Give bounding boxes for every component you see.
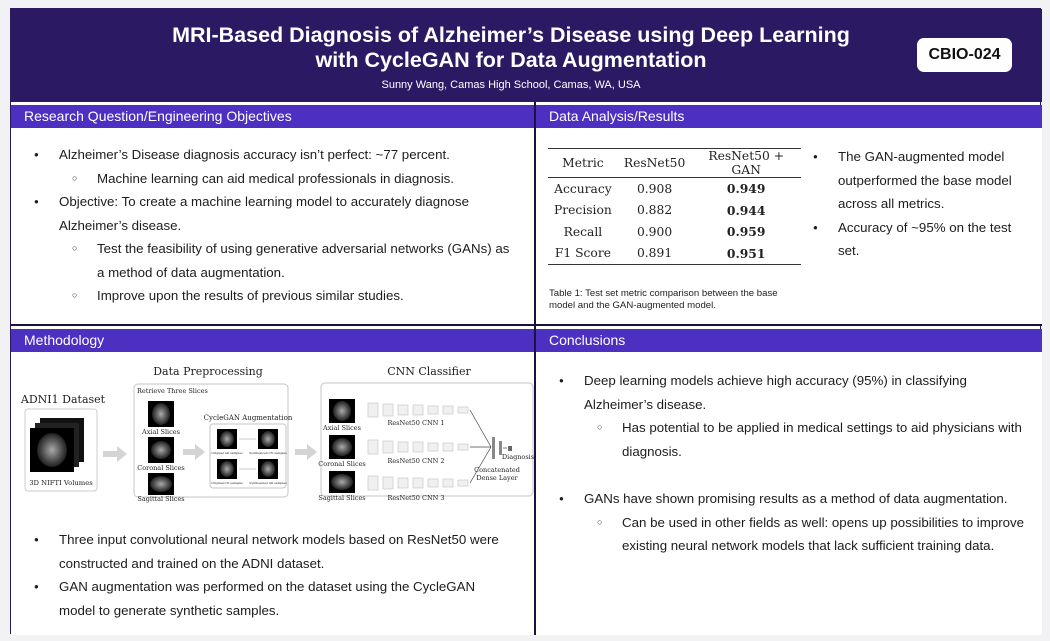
title-line-1: MRI-Based Diagnosis of Alzheimer’s Disease using Deep Learning	[172, 23, 850, 47]
table-cell-best: 0.949	[726, 181, 766, 197]
synth-cn-label: Synthesized CN samples	[249, 451, 287, 455]
research-bullets	[25, 143, 515, 308]
synth-ad-label: Synthesized AD samples	[249, 481, 287, 485]
arrow-to-slices	[103, 446, 127, 462]
research-sub-bullet-3: ○ Improve upon the results of previous similar studies.	[25, 284, 515, 308]
cnn3-label: ResNet50 CNN 3	[387, 494, 445, 502]
cnn3-input-brain	[331, 474, 353, 490]
table-header-cell: ResNet50	[623, 156, 686, 170]
table-header-cell: ResNet50 + GAN	[708, 149, 784, 177]
table-row	[548, 200, 801, 222]
table-cell-best: 0.959	[726, 224, 766, 240]
volume-brain-image	[37, 433, 67, 467]
cnn2-input-brain	[332, 438, 352, 456]
concat-label-1: Concatenated	[474, 466, 520, 474]
title-line-2: with CycleGAN for Data Augmentation	[315, 48, 707, 72]
coronal-brain	[151, 441, 171, 459]
methodology-bullet-2: ● GAN augmentation was performed on the dataset using the CycleGAN model to generate synthetic samples.	[25, 575, 505, 622]
research-bullet-1: ● Alzheimer’s Disease diagnosis accuracy isn’t perfect: ~77 percent.	[25, 143, 515, 167]
methodology-bullets	[25, 528, 505, 622]
table-cell: 0.891	[636, 246, 673, 261]
data-preprocessing-label: Data Preprocessing	[153, 365, 263, 378]
output-node	[508, 446, 512, 451]
conclusions-heading: Conclusions	[536, 329, 1042, 352]
cnn1-input-brain	[333, 401, 351, 421]
cnn-axial-label: Axial Slices	[323, 424, 361, 432]
table-row	[548, 221, 801, 243]
results-bullet-1: ● The GAN-augmented model outperformed the base model across all metrics.	[804, 145, 1034, 216]
conclusions-bullets	[550, 369, 1038, 558]
cyclegan-label: CycleGAN Augmentation	[203, 414, 293, 422]
axial-slices-label: Axial Slices	[142, 428, 180, 436]
table-cell: Recall	[563, 224, 603, 239]
retrieve-slices-label: Retrieve Three Slices	[137, 387, 208, 395]
results-bullets	[804, 145, 1034, 263]
table-row	[548, 178, 801, 200]
poster-title	[131, 23, 891, 73]
table-caption: Table 1: Test set metric comparison between the base model and the GAN-augmented model.	[549, 288, 778, 311]
conclusions-bullet-1: ● Deep learning models achieve high accuracy (95%) in classifying Alzheimer’s disease.	[550, 369, 1038, 416]
adni-dataset-label: ADNI1 Dataset	[20, 393, 106, 406]
table-header-cell: Metric	[562, 156, 604, 170]
table-cell: Accuracy	[554, 181, 612, 196]
cnn2-label: ResNet50 CNN 2	[387, 457, 445, 465]
cnn1-label: ResNet50 CNN 1	[387, 419, 445, 427]
results-table-header-row	[548, 149, 801, 178]
conclusions-sub-bullet-2: ○ Can be used in other fields as well: opens up possibilities to improve existing neural network models that lack sufficient training data.	[550, 511, 1038, 558]
table-cell: 0.908	[636, 181, 673, 196]
coronal-slices-label: Coronal Slices	[137, 464, 185, 472]
horizontal-divider-left	[11, 324, 534, 326]
cnn-sagittal-label: Sagittal Slices	[318, 494, 366, 502]
poster	[10, 8, 1041, 634]
vertical-divider	[534, 102, 536, 635]
table-cell: Precision	[554, 203, 612, 218]
sagittal-brain	[150, 476, 172, 492]
original-cn-label: Original CN samples	[211, 481, 243, 485]
table-row	[548, 243, 801, 265]
synth-cn-brain	[261, 431, 275, 447]
methodology-diagram	[20, 363, 535, 503]
table-cell: F1 Score	[554, 246, 611, 261]
original-ad-brain	[220, 431, 234, 447]
dense-layer-1	[492, 437, 495, 459]
research-sub-bullet-2: ○ Test the feasibility of using generative adversarial networks (GANs) as a method of data augmentation.	[25, 237, 515, 284]
concat-label-2: Dense Layer	[476, 474, 518, 482]
arrow-to-cnn	[295, 444, 317, 460]
methodology-bullet-1: ● Three input convolutional neural network models based on ResNet50 were constructed and trained on the ADNI dataset.	[25, 528, 505, 575]
cnn-coronal-label: Coronal Slices	[318, 460, 366, 468]
conclusions-sub-bullet-1: ○ Has potential to be applied in medical settings to aid physicians with diagnosis.	[550, 416, 1038, 463]
diagnosis-label: Diagnosis	[501, 453, 535, 461]
nifti-volumes-label: 3D NIFTI Volumes	[29, 479, 93, 487]
poster-header	[11, 9, 1042, 102]
conclusions-bullet-2: ● GANs have shown promising results as a method of data augmentation.	[550, 487, 1038, 511]
results-table	[548, 149, 801, 264]
conclusions-panel	[536, 329, 1042, 635]
original-cn-brain	[220, 461, 234, 477]
methodology-heading: Methodology	[11, 329, 534, 352]
table-cell: 0.900	[636, 224, 673, 239]
methodology-panel	[11, 329, 534, 635]
original-ad-label: Original AD samples	[211, 451, 243, 455]
axial-brain	[152, 403, 170, 425]
research-panel	[11, 105, 534, 324]
results-bullet-2: ● Accuracy of ~95% on the test set.	[804, 216, 1034, 263]
results-panel	[536, 105, 1042, 324]
horizontal-divider-right	[536, 324, 1042, 326]
synth-ad-brain	[261, 461, 275, 477]
results-table-wrap	[548, 148, 801, 265]
table-cell-best: 0.951	[726, 245, 766, 261]
poster-code-badge: CBIO-024	[917, 38, 1012, 72]
cnn-classifier-label: CNN Classifier	[387, 365, 471, 378]
research-heading: Research Question/Engineering Objectives	[11, 105, 534, 128]
table-cell: 0.882	[636, 203, 673, 218]
results-heading: Data Analysis/Results	[536, 105, 1042, 128]
sagittal-slices-label: Sagittal Slices	[137, 495, 185, 503]
table-cell-best: 0.944	[726, 202, 766, 218]
research-bullet-2: ● Objective: To create a machine learning model to accurately diagnose Alzheimer’s disease.	[25, 190, 515, 237]
research-sub-bullet-1: ○ Machine learning can aid medical professionals in diagnosis.	[25, 167, 515, 191]
author-line: Sunny Wang, Camas High School, Camas, WA, USA	[381, 79, 641, 91]
